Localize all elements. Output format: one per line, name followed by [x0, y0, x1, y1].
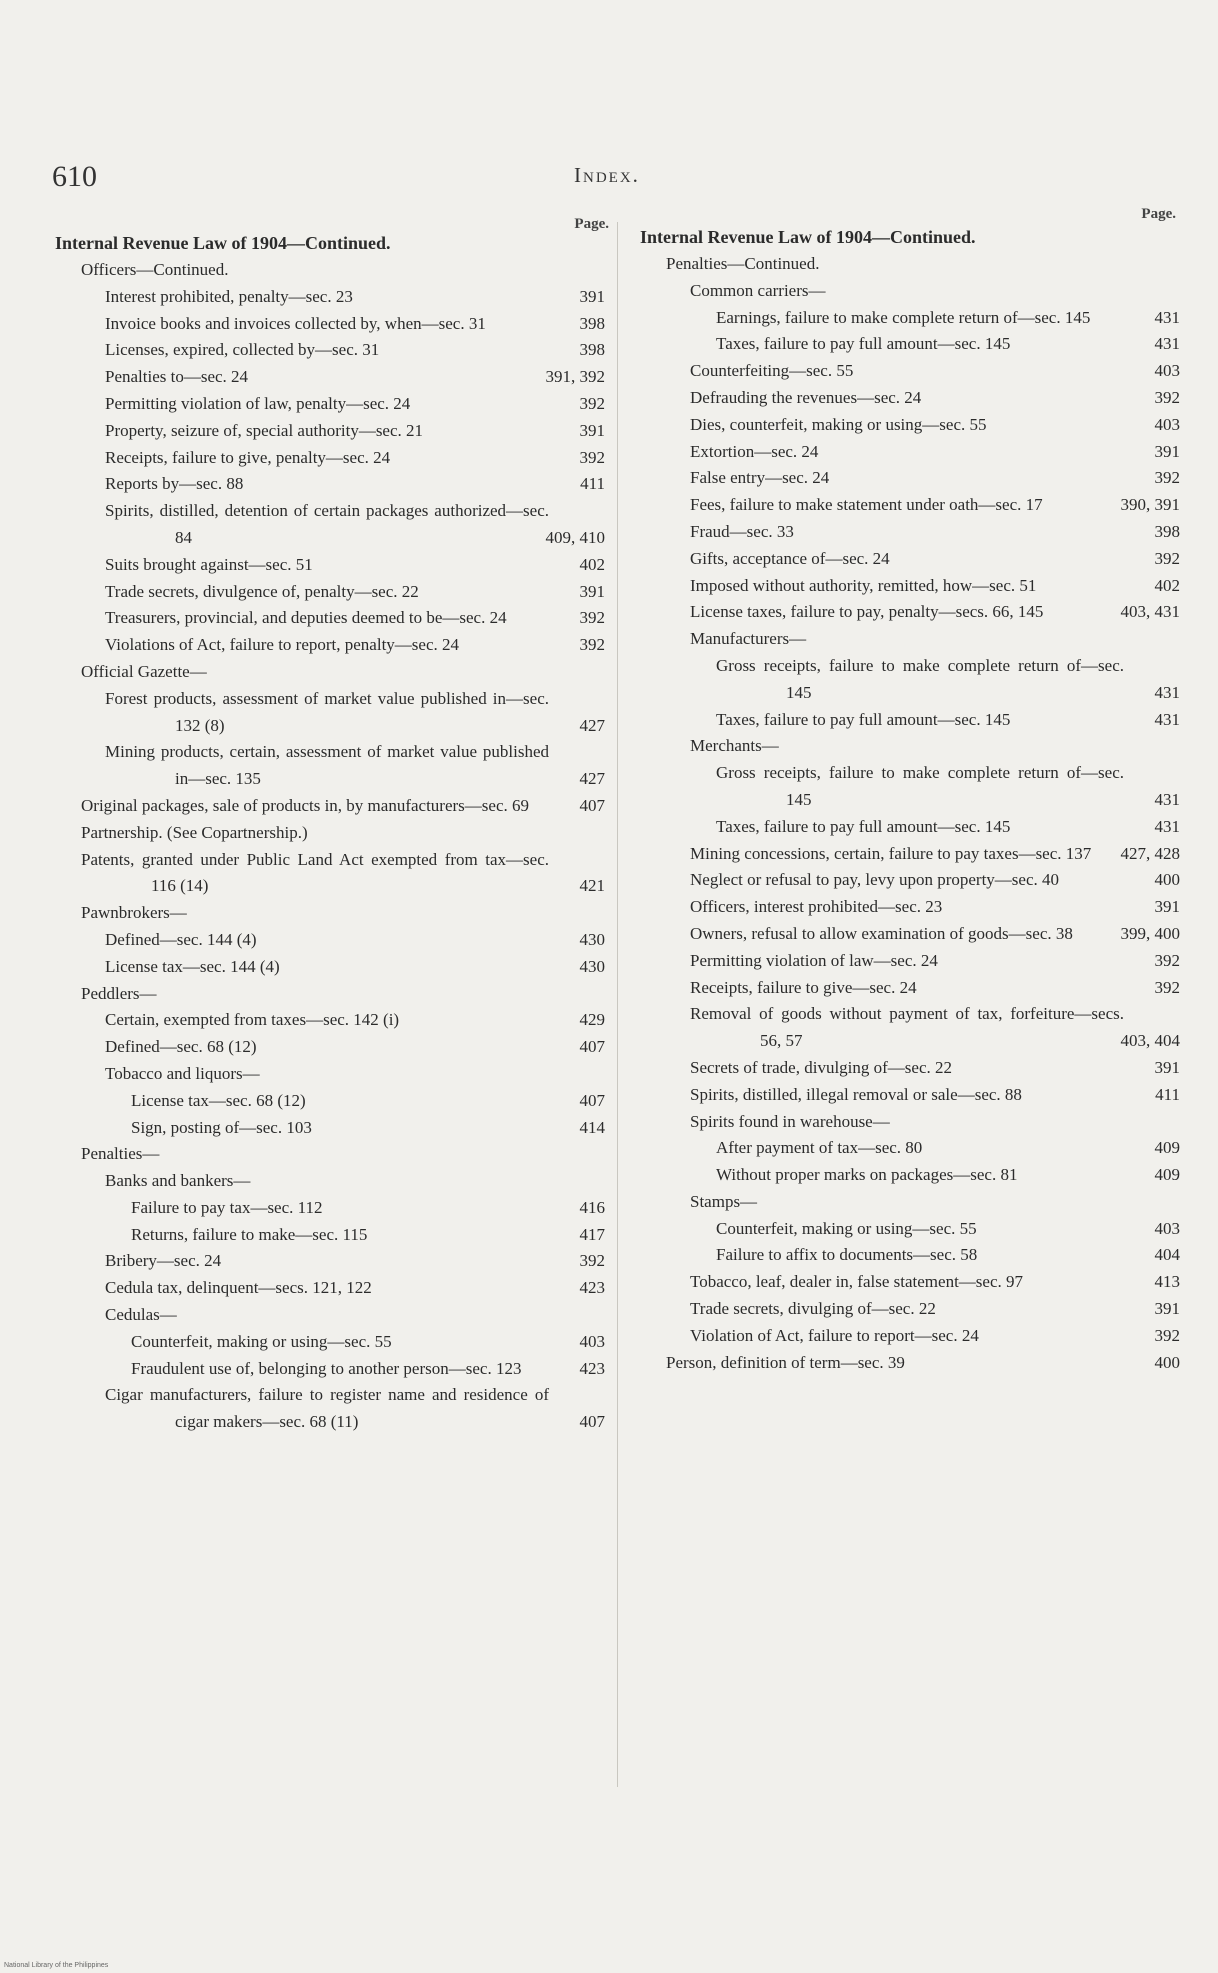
index-entry: Spirits found in warehouse—	[690, 1111, 890, 1131]
index-entry	[640, 894, 1180, 921]
index-entry: Cedulas—	[105, 1305, 177, 1325]
index-entry	[55, 284, 605, 311]
page-reference: 392	[1154, 468, 1180, 488]
index-entry	[640, 760, 1180, 814]
index-entry	[55, 337, 605, 364]
index-entry	[640, 1055, 1180, 1082]
page-reference: 391	[1154, 1299, 1180, 1319]
page-reference: 416	[579, 1197, 605, 1217]
page-reference: 430	[579, 929, 605, 949]
entry-text: Neglect or refusal to pay, levy upon property—sec. 40	[690, 870, 1060, 890]
index-entry	[640, 305, 1180, 332]
entry-text: Counterfeit, making or using—sec. 55	[131, 1331, 392, 1351]
entry-text: Owners, refusal to allow examination of goods—sec. 38	[690, 923, 1073, 943]
left-column	[55, 208, 609, 1436]
page-reference: 421	[579, 876, 605, 896]
entry-text: Counterfeiting—sec. 55	[690, 361, 854, 381]
index-entry	[640, 465, 1180, 492]
entry-text: Person, definition of term—sec. 39	[666, 1352, 905, 1372]
index-entry	[55, 1007, 605, 1034]
page-reference: 414	[579, 1117, 605, 1137]
entry-text: Removal of goods without payment of tax, forfeiture—secs. 56, 57	[690, 1004, 1124, 1051]
index-entry	[640, 1001, 1180, 1055]
index-entry	[640, 1296, 1180, 1323]
page-reference: 427	[579, 715, 605, 735]
index-entry	[55, 739, 605, 793]
right-column	[640, 208, 1180, 1376]
page-reference: 398	[579, 340, 605, 360]
index-entry	[55, 632, 605, 659]
index-entry	[55, 311, 605, 338]
index-entry: Merchants—	[690, 736, 779, 756]
index-entry	[640, 1135, 1180, 1162]
entry-text: Dies, counterfeit, making or using—sec. 55	[690, 414, 987, 434]
index-entry	[640, 814, 1180, 841]
page-reference: 431	[1154, 816, 1180, 836]
section-heading: Internal Revenue Law of 1904—Continued.	[640, 227, 976, 247]
index-entry	[55, 471, 605, 498]
entry-text: Fees, failure to make statement under oath—sec. 17	[690, 495, 1043, 515]
page-reference: 392	[579, 1251, 605, 1271]
index-entry	[640, 653, 1180, 707]
index-entry	[55, 1356, 605, 1383]
entry-text: Without proper marks on packages—sec. 81	[716, 1165, 1018, 1185]
entry-text: Taxes, failure to pay full amount—sec. 145	[716, 709, 1011, 729]
index-entry: Officers—Continued.	[81, 260, 229, 279]
page-reference: 391	[579, 286, 605, 306]
page-reference: 391	[1154, 897, 1180, 917]
page-reference: 431	[1154, 789, 1180, 809]
page-reference: 427	[579, 769, 605, 789]
index-entry	[55, 793, 605, 820]
page-reference: 398	[579, 313, 605, 333]
entry-text: Trade secrets, divulgence of, penalty—sec. 22	[105, 581, 419, 601]
entry-text: Defrauding the revenues—sec. 24	[690, 387, 922, 407]
index-entry	[55, 954, 605, 981]
index-entry	[55, 445, 605, 472]
index-entry: Penalties—Continued.	[666, 254, 820, 273]
page-reference: 403	[1154, 414, 1180, 434]
page-reference: 413	[1154, 1272, 1180, 1292]
page-reference: 407	[579, 795, 605, 815]
entry-text: Violations of Act, failure to report, penalty—sec. 24	[105, 635, 459, 655]
entry-text: Spirits, distilled, detention of certain packages authorized—sec. 84	[105, 501, 549, 547]
index-entry	[640, 599, 1180, 626]
index-entry	[55, 1195, 605, 1222]
section-heading: Internal Revenue Law of 1904—Continued.	[55, 233, 391, 253]
page-reference: 391	[1154, 441, 1180, 461]
page-reference: 407	[579, 1037, 605, 1057]
page-reference: 392	[1154, 387, 1180, 407]
index-entry	[640, 573, 1180, 600]
index-entry: Peddlers—	[81, 983, 157, 1003]
page-number: 610	[52, 160, 97, 193]
index-entry: Banks and bankers—	[105, 1171, 251, 1191]
index-entry	[640, 385, 1180, 412]
index-entry	[55, 1034, 605, 1061]
index-entry	[640, 867, 1180, 894]
entry-text: Failure to pay tax—sec. 112	[131, 1197, 323, 1217]
page-column-label: Page.	[1141, 206, 1176, 222]
entry-text: Reports by—sec. 88	[105, 474, 244, 494]
entry-text: Patents, granted under Public Land Act exempted from tax—sec. 116 (14)	[81, 849, 549, 896]
index-entry	[640, 358, 1180, 385]
entry-text: Fraudulent use of, belonging to another person—sec. 123	[131, 1358, 522, 1378]
page-reference: 392	[579, 635, 605, 655]
index-list	[640, 251, 1180, 1376]
entry-text: Property, seizure of, special authority—sec. 21	[105, 420, 424, 440]
index-entry	[640, 546, 1180, 573]
page-reference: 430	[579, 956, 605, 976]
entry-text: Cigar manufacturers, failure to register name and residence of cigar makers—sec. 68 (11)	[105, 1385, 549, 1432]
running-head: Index.	[574, 163, 640, 187]
page-reference: 409	[1154, 1138, 1180, 1158]
page-reference: 392	[1154, 977, 1180, 997]
entry-text: Interest prohibited, penalty—sec. 23	[105, 286, 353, 306]
index-entry	[55, 579, 605, 606]
index-entry	[640, 921, 1180, 948]
page-reference: 398	[1154, 521, 1180, 541]
entry-text: Permitting violation of law—sec. 24	[690, 950, 938, 970]
page-reference: 423	[579, 1278, 605, 1298]
page-reference: 403, 431	[1120, 602, 1180, 622]
page-reference: 400	[1154, 870, 1180, 890]
page-reference: 423	[579, 1358, 605, 1378]
index-entry	[55, 1115, 605, 1142]
page-reference: 411	[1155, 1084, 1180, 1104]
index-entry	[640, 1162, 1180, 1189]
page-reference: 402	[579, 554, 605, 574]
index-entry	[640, 1269, 1180, 1296]
entry-text: Gifts, acceptance of—sec. 24	[690, 548, 890, 568]
page-reference: 431	[1154, 682, 1180, 702]
index-entry	[640, 1323, 1180, 1350]
entry-text: Treasurers, provincial, and deputies deemed to be—sec. 24	[105, 608, 507, 628]
page-reference: 409, 410	[545, 527, 605, 547]
page-reference: 407	[579, 1090, 605, 1110]
index-entry	[55, 927, 605, 954]
index-entry	[55, 364, 605, 391]
index-entry	[55, 1248, 605, 1275]
entry-text: Officers, interest prohibited—sec. 23	[690, 897, 943, 917]
page-reference: 427, 428	[1120, 843, 1180, 863]
entry-text: Tobacco, leaf, dealer in, false statement—sec. 97	[690, 1272, 1023, 1292]
page-reference: 403	[1154, 1218, 1180, 1238]
entry-text: Original packages, sale of products in, by manufacturers—sec. 69	[81, 795, 529, 815]
entry-text: Violation of Act, failure to report—sec. 24	[690, 1325, 979, 1345]
page-reference: 391, 392	[545, 367, 605, 387]
index-entry	[640, 975, 1180, 1002]
index-entry	[55, 391, 605, 418]
entry-text: Fraud—sec. 33	[690, 521, 794, 541]
entry-text: Imposed without authority, remitted, how—sec. 51	[690, 575, 1037, 595]
page-reference: 431	[1154, 709, 1180, 729]
page-reference: 392	[579, 608, 605, 628]
entry-text: Bribery—sec. 24	[105, 1251, 222, 1271]
index-entry	[640, 1350, 1180, 1377]
index-entry	[640, 519, 1180, 546]
page-reference: 411	[580, 474, 605, 494]
page-reference: 392	[1154, 950, 1180, 970]
page-reference: 400	[1154, 1352, 1180, 1372]
index-entry	[640, 1242, 1180, 1269]
page-reference: 390, 391	[1120, 495, 1180, 515]
entry-text: Receipts, failure to give, penalty—sec. 24	[105, 447, 391, 467]
entry-text: Receipts, failure to give—sec. 24	[690, 977, 917, 997]
entry-text: Trade secrets, divulging of—sec. 22	[690, 1299, 936, 1319]
page-reference: 429	[579, 1010, 605, 1030]
page-reference: 392	[1154, 1325, 1180, 1345]
page-reference: 392	[579, 393, 605, 413]
page-column-label: Page.	[574, 216, 609, 232]
index-entry	[640, 1216, 1180, 1243]
entry-text: After payment of tax—sec. 80	[716, 1138, 923, 1158]
entry-text: Taxes, failure to pay full amount—sec. 145	[716, 816, 1011, 836]
entry-text: Mining concessions, certain, failure to pay taxes—sec. 137	[690, 843, 1092, 863]
entry-text: Earnings, failure to make complete return of—sec. 145	[716, 307, 1091, 327]
entry-text: Invoice books and invoices collected by, when—sec. 31	[105, 313, 486, 333]
index-entry	[640, 841, 1180, 868]
entry-text: Sign, posting of—sec. 103	[131, 1117, 312, 1137]
index-list	[55, 257, 605, 1436]
page-reference: 392	[579, 447, 605, 467]
page-reference: 402	[1154, 575, 1180, 595]
column-divider	[617, 222, 618, 1787]
page-reference: 403	[579, 1331, 605, 1351]
page-reference: 391	[579, 420, 605, 440]
entry-text: Spirits, distilled, illegal removal or sale—sec. 88	[690, 1084, 1022, 1104]
footer-credit: National Library of the Philippines	[4, 1962, 109, 1969]
entry-text: License tax—sec. 144 (4)	[105, 956, 280, 976]
page-reference: 409	[1154, 1165, 1180, 1185]
index-entry	[640, 492, 1180, 519]
index-entry	[55, 1329, 605, 1356]
index-entry	[640, 331, 1180, 358]
page-reference: 391	[1154, 1057, 1180, 1077]
entry-text: License tax—sec. 68 (12)	[131, 1090, 306, 1110]
index-entry	[640, 1082, 1180, 1109]
index-entry	[55, 1222, 605, 1249]
index-entry	[640, 412, 1180, 439]
index-entry: Manufacturers—	[690, 629, 807, 649]
index-entry: Tobacco and liquors—	[105, 1063, 260, 1083]
entry-text: Permitting violation of law, penalty—sec. 24	[105, 393, 411, 413]
index-entry	[55, 1088, 605, 1115]
entry-text: False entry—sec. 24	[690, 468, 830, 488]
index-entry	[55, 686, 605, 740]
entry-text: Defined—sec. 68 (12)	[105, 1037, 257, 1057]
index-entry: Pawnbrokers—	[81, 903, 187, 923]
entry-text: Cedula tax, delinquent—secs. 121, 122	[105, 1278, 372, 1298]
entry-text: Suits brought against—sec. 51	[105, 554, 313, 574]
entry-text: Gross receipts, failure to make complete return of—sec. 145	[716, 763, 1124, 809]
entry-text: Gross receipts, failure to make complete return of—sec. 145	[716, 655, 1124, 702]
index-entry	[55, 498, 605, 552]
index-entry: Penalties—	[81, 1144, 160, 1164]
entry-text: Licenses, expired, collected by—sec. 31	[105, 340, 380, 360]
index-entry: Partnership. (See Copartnership.)	[81, 822, 308, 842]
page-reference: 403, 404	[1120, 1031, 1180, 1051]
page-reference: 431	[1154, 334, 1180, 354]
index-entry	[55, 847, 605, 901]
index-entry	[640, 439, 1180, 466]
page-reference: 391	[579, 581, 605, 601]
entry-text: Secrets of trade, divulging of—sec. 22	[690, 1057, 953, 1077]
index-entry: Common carriers—	[690, 280, 826, 300]
index-entry	[55, 1382, 605, 1436]
page-reference: 407	[579, 1412, 605, 1432]
page-reference: 392	[1154, 548, 1180, 568]
page-reference: 417	[579, 1224, 605, 1244]
entry-text: License taxes, failure to pay, penalty—secs. 66, 145	[690, 602, 1044, 622]
entry-text: Counterfeit, making or using—sec. 55	[716, 1218, 977, 1238]
entry-text: Forest products, assessment of market value published in—sec. 132 (8)	[105, 688, 549, 735]
index-entry	[640, 707, 1180, 734]
page-reference: 404	[1154, 1245, 1180, 1265]
entry-text: Penalties to—sec. 24	[105, 367, 249, 387]
page-reference: 403	[1154, 361, 1180, 381]
index-entry: Official Gazette—	[81, 661, 207, 681]
index-entry	[55, 552, 605, 579]
entry-text: Returns, failure to make—sec. 115	[131, 1224, 368, 1244]
entry-text: Mining products, certain, assessment of market value published in—sec. 135	[105, 742, 549, 789]
index-entry	[55, 1275, 605, 1302]
page-reference: 399, 400	[1120, 923, 1180, 943]
index-entry: Stamps—	[690, 1191, 758, 1211]
entry-text: Certain, exempted from taxes—sec. 142 (i)	[105, 1010, 400, 1030]
entry-text: Failure to affix to documents—sec. 58	[716, 1245, 978, 1265]
entry-text: Taxes, failure to pay full amount—sec. 145	[716, 334, 1011, 354]
page-reference: 431	[1154, 307, 1180, 327]
entry-text: Extortion—sec. 24	[690, 441, 819, 461]
index-entry	[55, 418, 605, 445]
index-entry	[640, 948, 1180, 975]
entry-text: Defined—sec. 144 (4)	[105, 929, 257, 949]
index-entry	[55, 605, 605, 632]
